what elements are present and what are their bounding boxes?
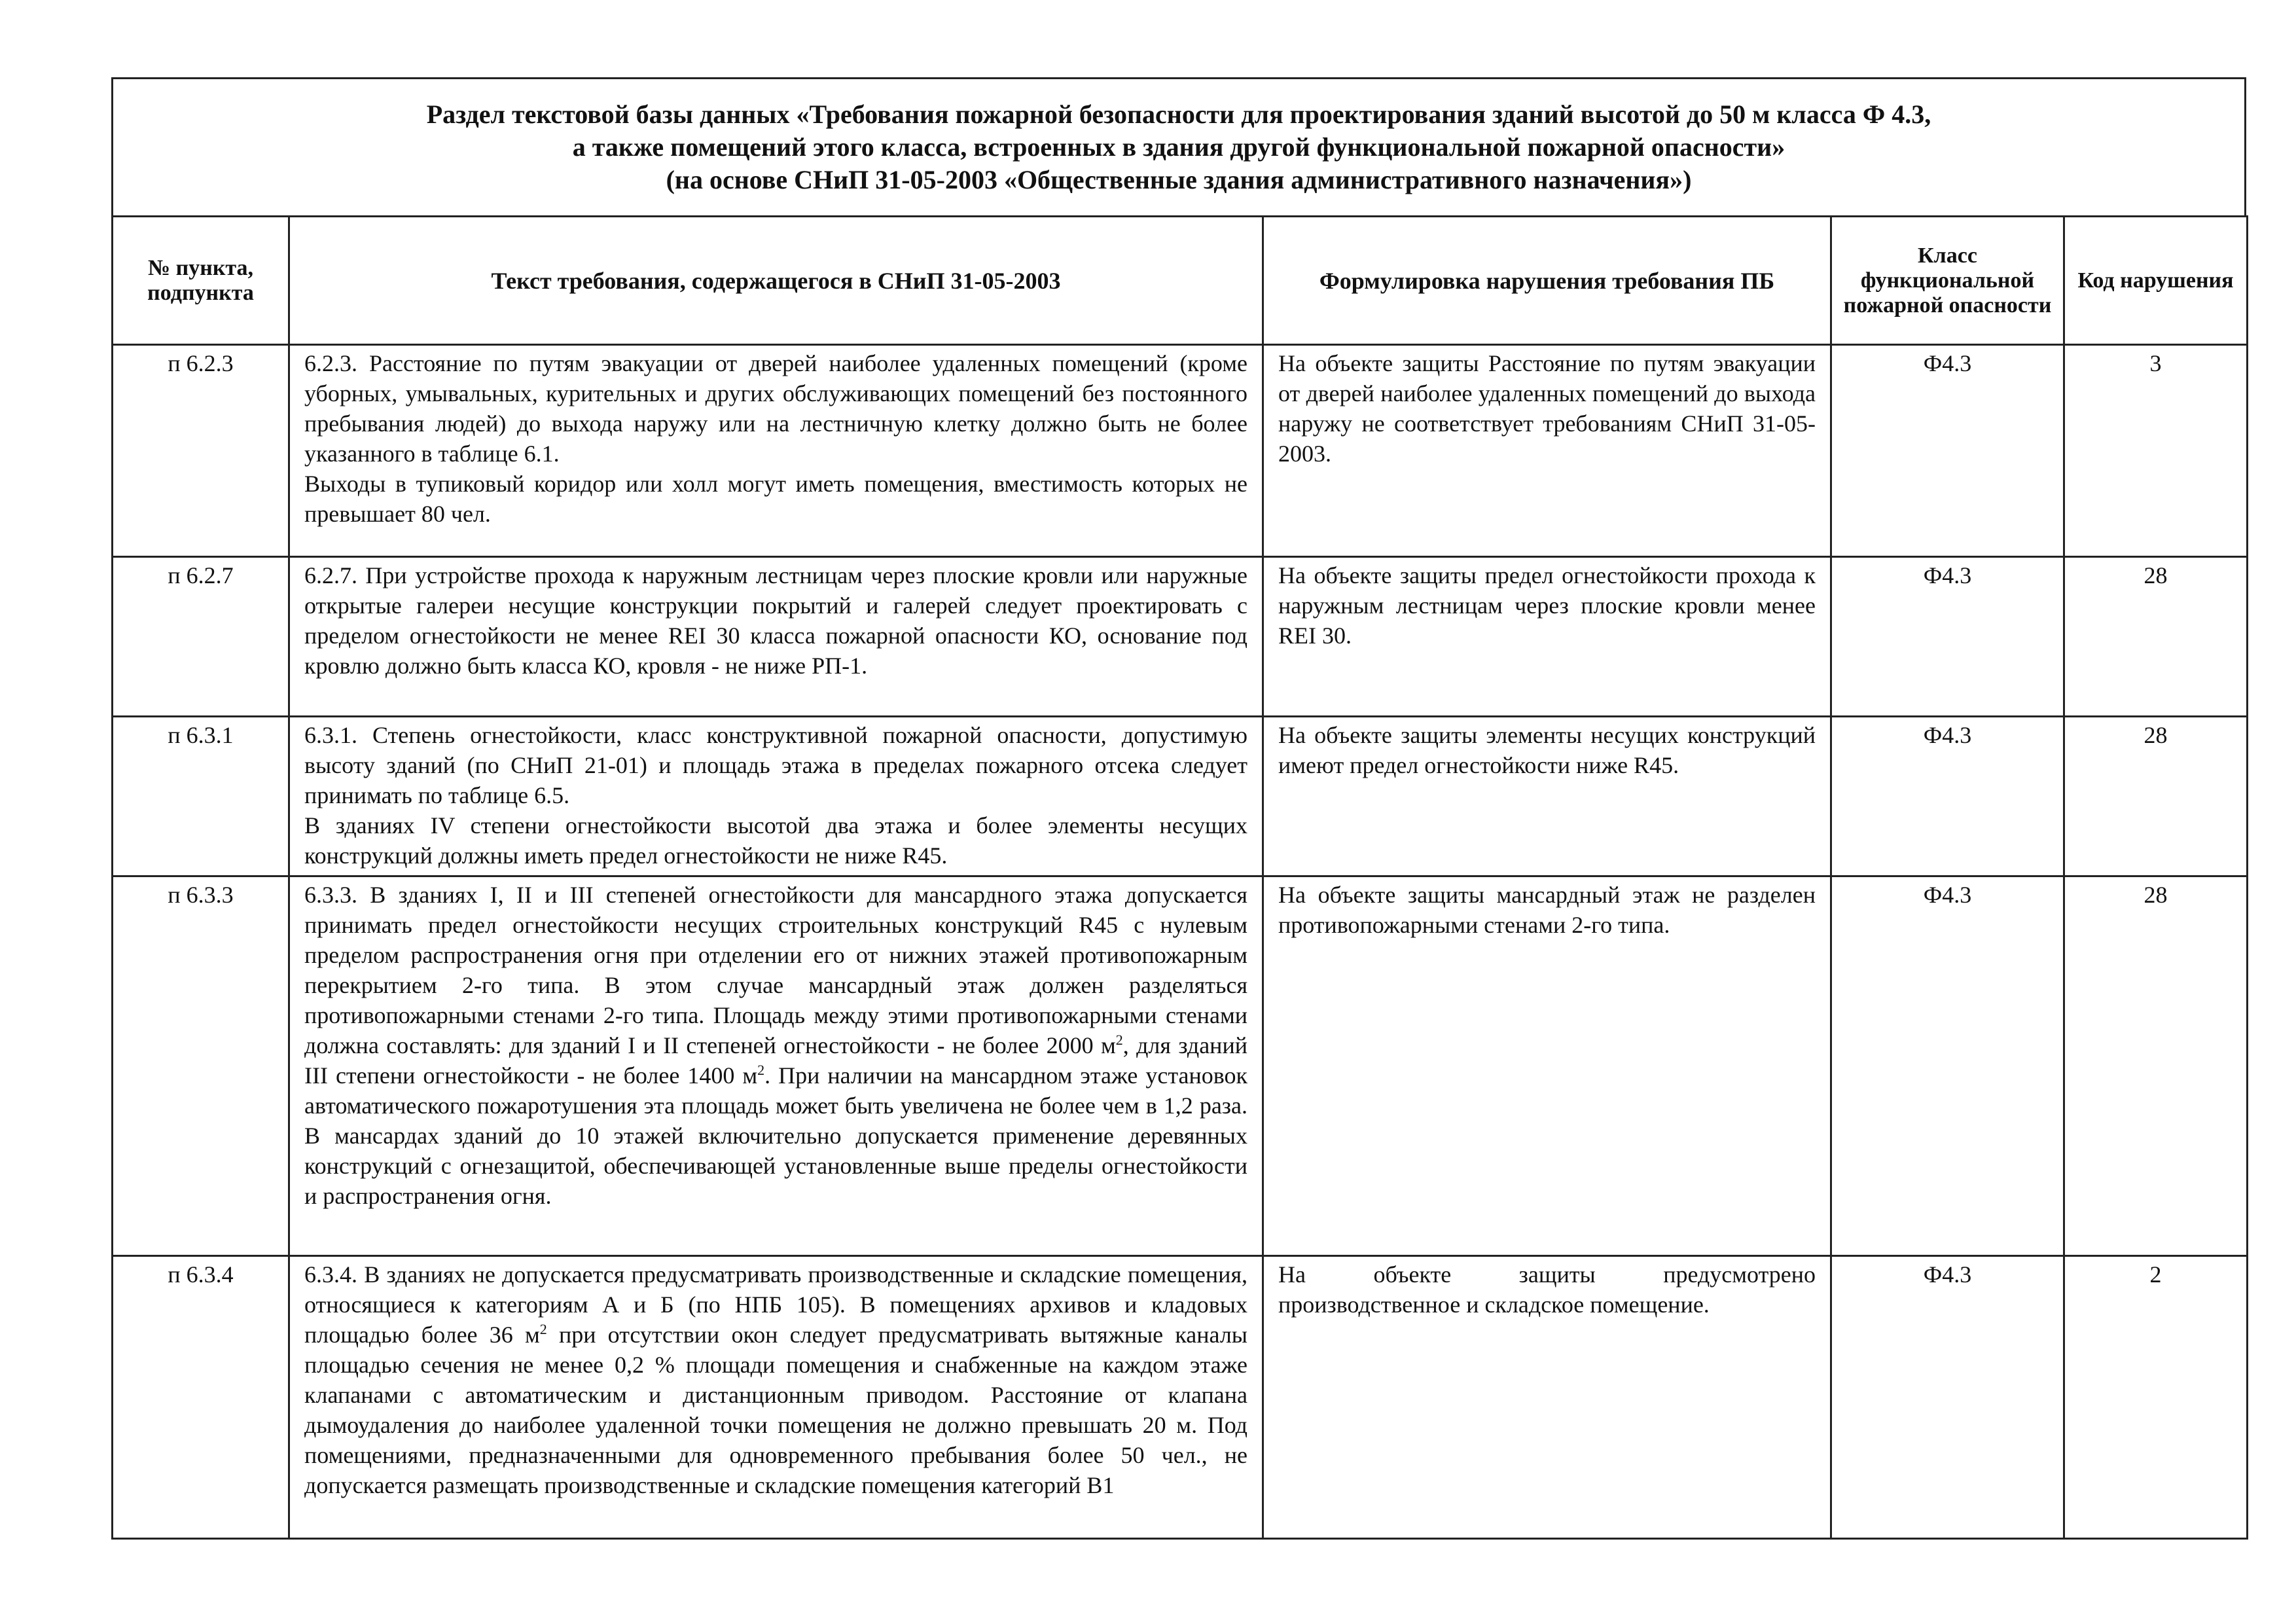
row-text-paragraph: 6.2.7. При устройстве прохода к наружным лестницам через плоские кровли или наружные открытые галереи несущие конструкции покрытий и галерей следует проектировать с пределом огнестойкости не менее REI 30 класса пожарной опасности КО, основание под кровлю должно быть класса КО, кровля - не ниже РП-1. (304, 562, 1247, 679)
row-code: 28 (2064, 557, 2248, 717)
requirements-table (111, 215, 2248, 1540)
row-violation: На объекте защиты Расстояние по путям эвакуации от дверей наиболее удаленных помещений до выхода наружу не соответствует требованиям СНиП 31-05-2003. (1263, 345, 1831, 557)
document-page (111, 77, 2246, 1540)
table-row (113, 557, 2248, 717)
row-class: Ф4.3 (1831, 717, 2064, 876)
row-text-paragraph: 6.3.1. Степень огнестойкости, класс конструктивной пожарной опасности, допустимую высоту зданий (по СНиП 21-01) и площадь этажа в пределах пожарного отсека следует принимать по таблице 6.5. (304, 722, 1247, 808)
row-code: 28 (2064, 717, 2248, 876)
row-text (289, 345, 1263, 557)
row-class: Ф4.3 (1831, 876, 2064, 1256)
row-text (289, 717, 1263, 876)
header-num: № пункта, подпункта (113, 217, 289, 345)
row-text-paragraph (304, 880, 1247, 1211)
row-code: 28 (2064, 876, 2248, 1256)
row-num: п 6.3.4 (113, 1256, 289, 1539)
title-line-1: Раздел текстовой базы данных «Требования пожарной безопасности для проектирования зданий высотой до 50 м класса Ф 4.3, (426, 99, 1931, 129)
text-fragment: . При наличии на мансардном этаже установок автоматического пожаротушения эта площадь может быть увеличена не более чем в 1,2 раза. В мансардах зданий до 10 этажей включительно допускается применение деревянных конструкций с огнезащитой, обеспечивающей установленные выше пределы огнестойкости и распространения огня. (304, 1062, 1247, 1209)
row-text (289, 1256, 1263, 1539)
row-text-paragraph: 6.2.3. Расстояние по путям эвакуации от дверей наиболее удаленных помещений (кроме уборных, умывальных, курительных и других обслуживающих помещений без постоянного пребывания людей) до выхода наружу или на лестничную клетку должно быть не более указанного в таблице 6.1. (304, 350, 1247, 467)
row-num: п 6.3.1 (113, 717, 289, 876)
superscript: 2 (757, 1062, 765, 1078)
text-fragment: 6.3.4. В зданиях не допускается предусматривать производственные и складские помещения, относящиеся к категориям А и Б (по НПБ 105). В помещениях архивов и кладовых площадью более 36 м (304, 1261, 1247, 1348)
table-row (113, 876, 2248, 1256)
text-fragment: 6.3.3. В зданиях I, II и III степеней огнестойкости для мансардного этажа допускается принимать предел огнестойкости несущих строительных конструкций R45 с нулевым пределом распространения огня при отделении его от нижних этажей противопожарным перекрытием 2-го типа. В этом случае мансардный этаж должен разделяться противопожарными стенами 2-го типа. Площадь между этими противопожарными стенами должна составлять: для зданий I и II степеней огнестойкости - не более 2000 м (304, 882, 1247, 1058)
row-num: п 6.2.7 (113, 557, 289, 717)
row-text (289, 876, 1263, 1256)
row-violation: На объекте защиты предусмотрено производственное и складское помещение. (1263, 1256, 1831, 1539)
row-violation: На объекте защиты предел огнестойкости прохода к наружным лестницам через плоские кровли менее REI 30. (1263, 557, 1831, 717)
row-text (289, 557, 1263, 717)
table-row (113, 345, 2248, 557)
text-fragment: , для зданий III степени огнестойкости - не более 1400 м (304, 1032, 1247, 1089)
row-violation: На объекте защиты элементы несущих конструкций имеют предел огнестойкости ниже R45. (1263, 717, 1831, 876)
title-line-2: а также помещений этого класса, встроенных в здания другой функциональной пожарной опасности» (572, 132, 1785, 162)
table-row (113, 1256, 2248, 1539)
row-text-paragraph: В зданиях IV степени огнестойкости высотой два этажа и более элементы несущих конструкций должны иметь предел огнестойкости не ниже R45. (304, 812, 1247, 869)
row-text-paragraph (304, 1259, 1247, 1500)
superscript: 2 (539, 1321, 547, 1337)
text-fragment: при отсутствии окон следует предусматривать вытяжные каналы площадью сечения не менее 0,2 % площади помещения и снабженные на каждом этаже клапанами с автоматическим и дистанционным приводом. Расстояние от клапана дымоудаления до наиболее удаленной точки помещения не должно превышать 20 м. Под помещениями, предназначенными для одновременного пребывания более 50 чел., не допускается размещать производственные и складские помещения категорий В1 (304, 1322, 1247, 1498)
row-code: 3 (2064, 345, 2248, 557)
row-num: п 6.3.3 (113, 876, 289, 1256)
row-violation: На объекте защиты мансардный этаж не разделен противопожарными стенами 2-го типа. (1263, 876, 1831, 1256)
header-code: Код нарушения (2064, 217, 2248, 345)
row-class: Ф4.3 (1831, 557, 2064, 717)
title-line-3: (на основе СНиП 31-05-2003 «Общественные здания административного назначения») (666, 165, 1692, 194)
row-num: п 6.2.3 (113, 345, 289, 557)
header-text: Текст требования, содержащегося в СНиП 31-05-2003 (289, 217, 1263, 345)
row-class: Ф4.3 (1831, 345, 2064, 557)
section-title (111, 77, 2246, 217)
row-class: Ф4.3 (1831, 1256, 2064, 1539)
row-text-paragraph: Выходы в тупиковый коридор или холл могут иметь помещения, вместимость которых не превышает 80 чел. (304, 471, 1247, 527)
header-violation: Формулировка нарушения требования ПБ (1263, 217, 1831, 345)
header-row (113, 217, 2248, 345)
table-row (113, 717, 2248, 876)
row-code: 2 (2064, 1256, 2248, 1539)
header-class: Класс функциональной пожарной опасности (1831, 217, 2064, 345)
superscript: 2 (1115, 1032, 1123, 1048)
